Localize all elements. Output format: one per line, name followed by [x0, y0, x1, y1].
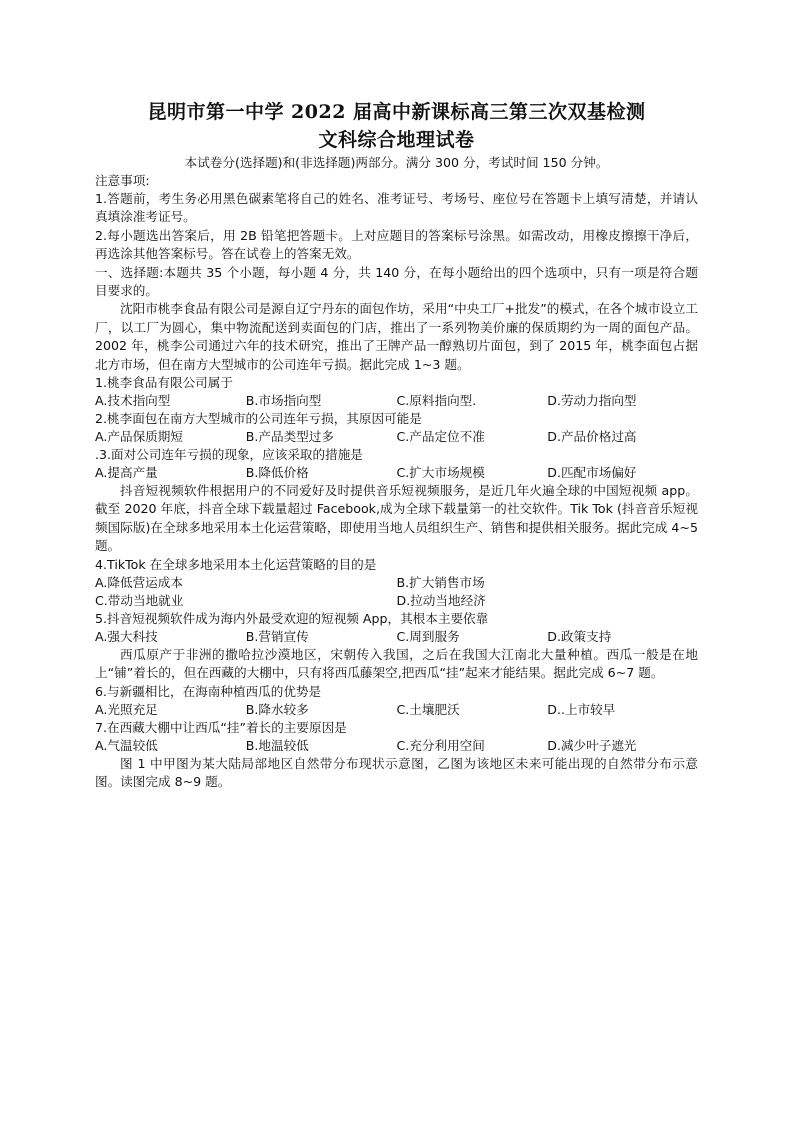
- question-2-stem: 2.桃李面包在南方大型城市的公司连年亏损，其原因可能是: [95, 411, 422, 427]
- option-b: B.产品类型过多: [245, 429, 334, 445]
- question-5-stem: 5.抖音短视频软件成为海内外最受欢迎的短视频 App，其根本主要依靠: [95, 610, 489, 626]
- option-a: A.产品保质期短: [95, 429, 183, 445]
- page-subtitle: 文科综合地理试卷: [318, 129, 475, 151]
- section-intro: 一、选择题:本题共 35 个小题，每小题 4 分，共 140 分，在每小题给出的四个选项中，只有一项是符合题目要求的。: [95, 264, 698, 299]
- option-c: C.产品定位不准: [396, 429, 485, 445]
- question-6-stem: 6.与新疆相比，在海南种植西瓜的优势是: [95, 683, 322, 699]
- question-4-stem: 4.TikTok 在全球多地采用本土化运营策略的目的是: [95, 556, 377, 572]
- option-d: D.拉动当地经济: [396, 592, 486, 608]
- option-c: C.充分利用空间: [396, 737, 485, 753]
- passage-1: 沈阳市桃李食品有限公司是源自辽宁丹东的面包作坊，采用“中央工厂+批发”的模式，在各个城市设立工厂，以工厂为圆心，集中物流配送到卖面包的门店，推出了一系列物美价廉的保质期约为一周的面包产品。2002 年，桃李公司通过六年的技术研究，推出了王牌产品一醇熟切片面包，到了 2015 年，桃李面包占据北方市场，但在南方大型城市的公司连年亏损。据此完成 1~3 题。: [95, 301, 698, 372]
- option-c: C.带动当地就业: [95, 592, 184, 608]
- passage-2: 抖音短视频软件根据用户的不同爱好及时提供音乐短视频服务，是近几年火遍全球的中国短视频 app。截至 2020 年底，抖音全球下载量超过 Facebook,成为全球下载量第一的社交软件。Tik Tok (抖音音乐短视频国际版)在全球多地采用本土化运营策略，即使用当地人员组织生产、销售和提供相关服务。据此完成 4~5 题。: [95, 483, 698, 554]
- option-c: C.扩大市场规模: [396, 465, 485, 481]
- question-1-stem: 1.桃李食品有限公司属于: [95, 375, 233, 391]
- question-3-options: [95, 464, 698, 482]
- question-7-options: [95, 737, 698, 755]
- notice-item-2: 2.每小题选出答案后，用 2B 铅笔把答题卡。上对应题目的答案标号涂黑。如需改动，用橡皮擦擦干净后，再选涂其他答案标号。答在试卷上的答案无效。: [95, 227, 698, 262]
- notice-item-1: 1.答题前，考生务必用黑色碳素笔将自己的姓名、准考证号、考场号、座位号在答题卡上填写清楚，并请认真填涂准考证号。: [95, 191, 698, 225]
- option-d: D.劳动力指向型: [547, 393, 637, 409]
- option-b: B.营销宣传: [245, 628, 309, 644]
- option-d: D.减少叶子遮光: [547, 737, 637, 753]
- question-6-options: [95, 701, 698, 719]
- option-c: C.周到服务: [396, 628, 460, 644]
- option-a: A.降低营运成本: [95, 574, 183, 590]
- option-d: D..上市较早: [547, 701, 616, 717]
- exam-document: [95, 98, 698, 791]
- option-d: D.产品价格过高: [547, 429, 637, 445]
- question-2-options: [95, 428, 698, 446]
- option-a: A.提高产量: [95, 465, 158, 481]
- option-c: C.原料指向型.: [396, 393, 477, 409]
- notice-heading: 注意事项:: [95, 173, 150, 188]
- option-c: C.土壤肥沃: [396, 701, 460, 717]
- option-a: A.技术指向型: [95, 393, 171, 409]
- option-b: B.降低价格: [245, 465, 309, 481]
- option-a: A.气温较低: [95, 737, 158, 753]
- option-b: B.地温较低: [245, 737, 309, 753]
- question-4-options-row-2: [95, 592, 698, 610]
- option-d: D.匹配市场偏好: [547, 465, 637, 481]
- passage-4: 图 1 中甲图为某大陆局部地区自然带分布现状示意图，乙图为该地区未来可能出现的自然带分布示意图。读图完成 8~9 题。: [95, 755, 698, 789]
- question-7-stem: 7.在西藏大棚中让西瓜“挂”着长的主要原因是: [95, 719, 347, 735]
- option-d: D.政策支持: [547, 628, 612, 644]
- option-b: B.降水较多: [245, 701, 309, 717]
- passage-3: 西瓜原产于非洲的撒哈拉沙漠地区，宋朝传入我国，之后在我国大江南北大量种植。西瓜一般是在地上“铺”着长的，但在西藏的大棚中，只有将西瓜藤架空,把西瓜“挂”起来才能结果。据此完成 6~7 题。: [95, 646, 698, 681]
- question-5-options: [95, 628, 698, 646]
- exam-info: 本试卷分(选择题)和(非选择题)两部分。满分 300 分，考试时间 150 分钟。: [184, 155, 609, 170]
- option-b: B.扩大销售市场: [396, 574, 485, 590]
- question-3-stem: .3.面对公司连年亏损的现象，应该采取的措施是: [95, 447, 363, 463]
- question-1-options: [95, 392, 698, 410]
- option-b: B.市场指向型: [245, 393, 322, 409]
- question-4-options-row-1: [95, 574, 698, 592]
- option-a: A.光照充足: [95, 701, 158, 717]
- page-title: 昆明市第一中学 2022 届高中新课标高三第三次双基检测: [147, 101, 646, 123]
- option-a: A.强大科技: [95, 628, 158, 644]
